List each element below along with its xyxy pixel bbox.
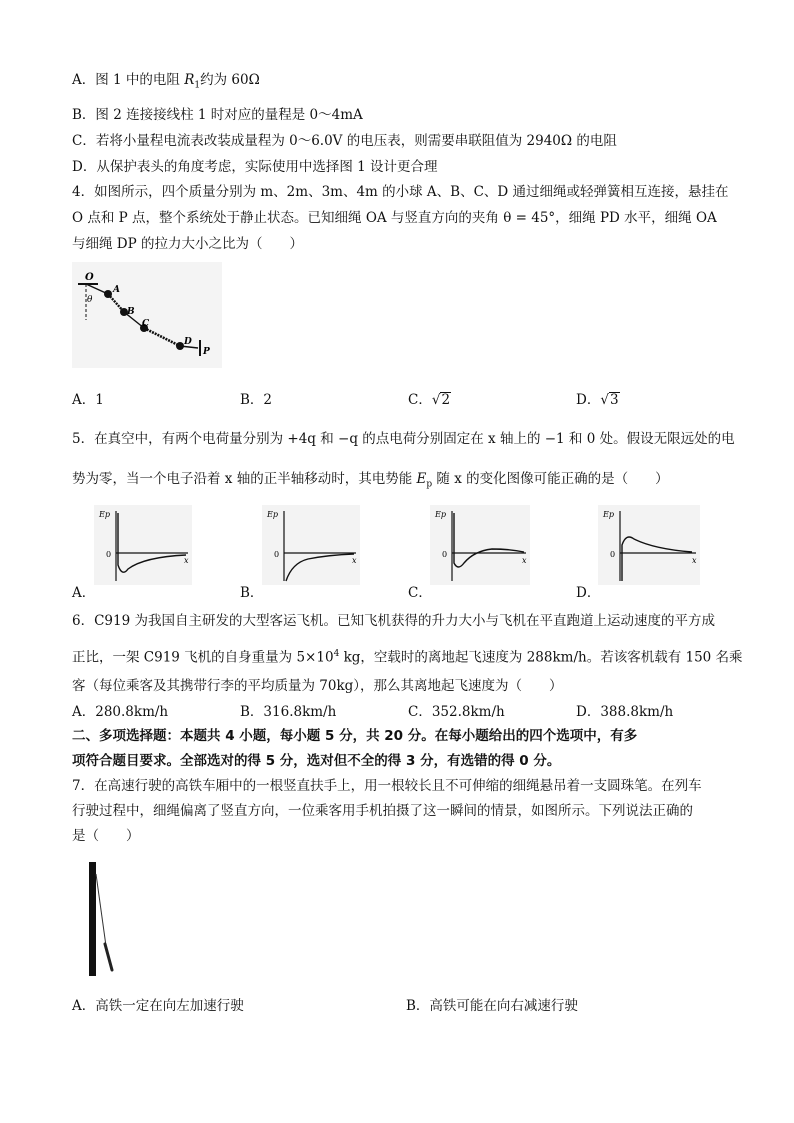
q7-stem-line1: 7．在高速行驶的高铁车厢中的一根竖直扶手上，用一根较长且不可伸缩的细绳悬吊着一支圆珠笔。在列车: [72, 778, 702, 794]
q5-graph-c: [430, 505, 530, 585]
q3-option-c: C．若将小量程电流表改装成量程为 0～6.0V 的电压表，则需要串联阻值为 2940Ω 的电阻: [72, 133, 617, 149]
label-b: B: [127, 307, 135, 317]
q4-figure: [72, 262, 222, 368]
graph-c-y-label: Ep: [435, 510, 446, 519]
q4-stem-line3: 与细绳 DP 的拉力大小之比为（ ）: [72, 236, 303, 252]
q6-stem-line1: 6．C919 为我国自主研发的大型客运飞机。已知飞机获得的升力大小与飞机在平直跑道上运动速度的平方成: [72, 613, 715, 629]
graph-c-x-label: x: [522, 556, 527, 565]
q5-option-d: D．: [576, 585, 601, 601]
q3-option-d: D．从保护表头的角度考虑，实际使用中选择图 1 设计更合理: [72, 159, 438, 175]
q4-option-c: C．√2: [408, 392, 451, 408]
q6-option-c: C．352.8km/h: [408, 704, 505, 720]
q6-stem-line2: 正比，一架 C919 飞机的自身重量为 $5\times 10^4$ kg，空载时的离地起飞速度为 288km/h。若该客机载有 150 名乘: [72, 649, 743, 666]
graph-b-y-label: Ep: [267, 510, 278, 519]
graph-b-x-label: x: [352, 556, 357, 565]
label-p: P: [203, 347, 210, 357]
q7-figure: [84, 860, 124, 978]
sqrt-2: 2: [441, 392, 451, 408]
q5-graph-d: [598, 505, 700, 585]
graph-b-origin: 0: [274, 550, 280, 559]
string: [96, 874, 106, 946]
q7-option-b: B．高铁可能在向右减速行驶: [406, 998, 578, 1014]
q5-graph-b: [262, 505, 360, 585]
q6-option-d: D．388.8km/h: [576, 704, 674, 720]
ballpoint-pen: [105, 944, 112, 970]
ball-d: [176, 342, 184, 350]
q5-stem-line1: 5．在真空中，有两个电荷量分别为 +4q 和 −q 的点电荷分别固定在 x 轴上的 −1 和 0 处。假设无限远处的电: [72, 431, 735, 447]
sqrt-3: 3: [609, 392, 619, 408]
q6-stem-line3: 客（每位乘客及其携带行李的平均质量为 70kg），那么其离地起飞速度为（ ）: [72, 678, 563, 694]
q5-option-b: B．: [240, 585, 264, 601]
label-c: C: [142, 319, 150, 329]
label-theta: θ: [87, 295, 93, 305]
label-o: O: [85, 272, 94, 283]
label-d: D: [184, 337, 192, 347]
graph-a-origin: 0: [106, 550, 112, 559]
graph-c-origin: 0: [442, 550, 448, 559]
q4-option-d: D．√3: [576, 392, 619, 408]
graph-d-origin: 0: [610, 550, 616, 559]
q4-stem-line1: 4．如图所示，四个质量分别为 m、2m、3m、4m 的小球 A、B、C、D 通过细绳或轻弹簧相互连接，悬挂在: [72, 184, 729, 200]
graph-d-x-label: x: [692, 556, 697, 565]
section2-heading-line1: 二、多项选择题：本题共 4 小题，每小题 5 分，共 20 分。在每小题给出的四个选项中，有多: [72, 728, 638, 744]
q4-option-a: A．1: [72, 392, 104, 408]
q7-option-a: A．高铁一定在向左加速行驶: [72, 998, 244, 1014]
graph-a-y-label: Ep: [99, 510, 110, 519]
q3-option-b: B．图 2 连接接线柱 1 时对应的量程是 0～4mA: [72, 107, 363, 123]
q6-option-a: A．280.8km/h: [72, 704, 169, 720]
q4-stem-line2: O 点和 P 点，整个系统处于静止状态。已知细绳 OA 与竖直方向的夹角 θ = 45°，细绳 PD 水平，细绳 OA: [72, 210, 717, 226]
q7-stem-line3: 是（ ）: [72, 828, 140, 844]
ball-a: [104, 290, 112, 298]
q6-option-b: B．316.8km/h: [240, 704, 337, 720]
q3-option-a: A．图 1 中的电阻 $R_1$约为 60Ω: [72, 72, 260, 91]
q5-stem-line2: 势为零，当一个电子沿着 x 轴的正半轴移动时，其电势能 $E_p$ 随 x 的变化图像可能正确的是（ ）: [72, 471, 669, 490]
q5-graph-a: [94, 505, 192, 585]
section2-heading-line2: 项符合题目要求。全部选对的得 5 分，选对但不全的得 3 分，有选错的得 0 分。: [72, 753, 561, 769]
q5-option-a: A．: [72, 585, 96, 601]
label-a: A: [113, 285, 120, 295]
q7-stem-line2: 行驶过程中，细绳偏离了竖直方向，一位乘客用手机拍摄了这一瞬间的情景，如图所示。下列说法正确的: [72, 803, 693, 819]
q5-option-c: C．: [408, 585, 432, 601]
graph-a-x-label: x: [184, 556, 189, 565]
graph-d-y-label: Ep: [603, 510, 614, 519]
vertical-handrail: [89, 862, 96, 976]
q4-option-b: B．2: [240, 392, 273, 408]
